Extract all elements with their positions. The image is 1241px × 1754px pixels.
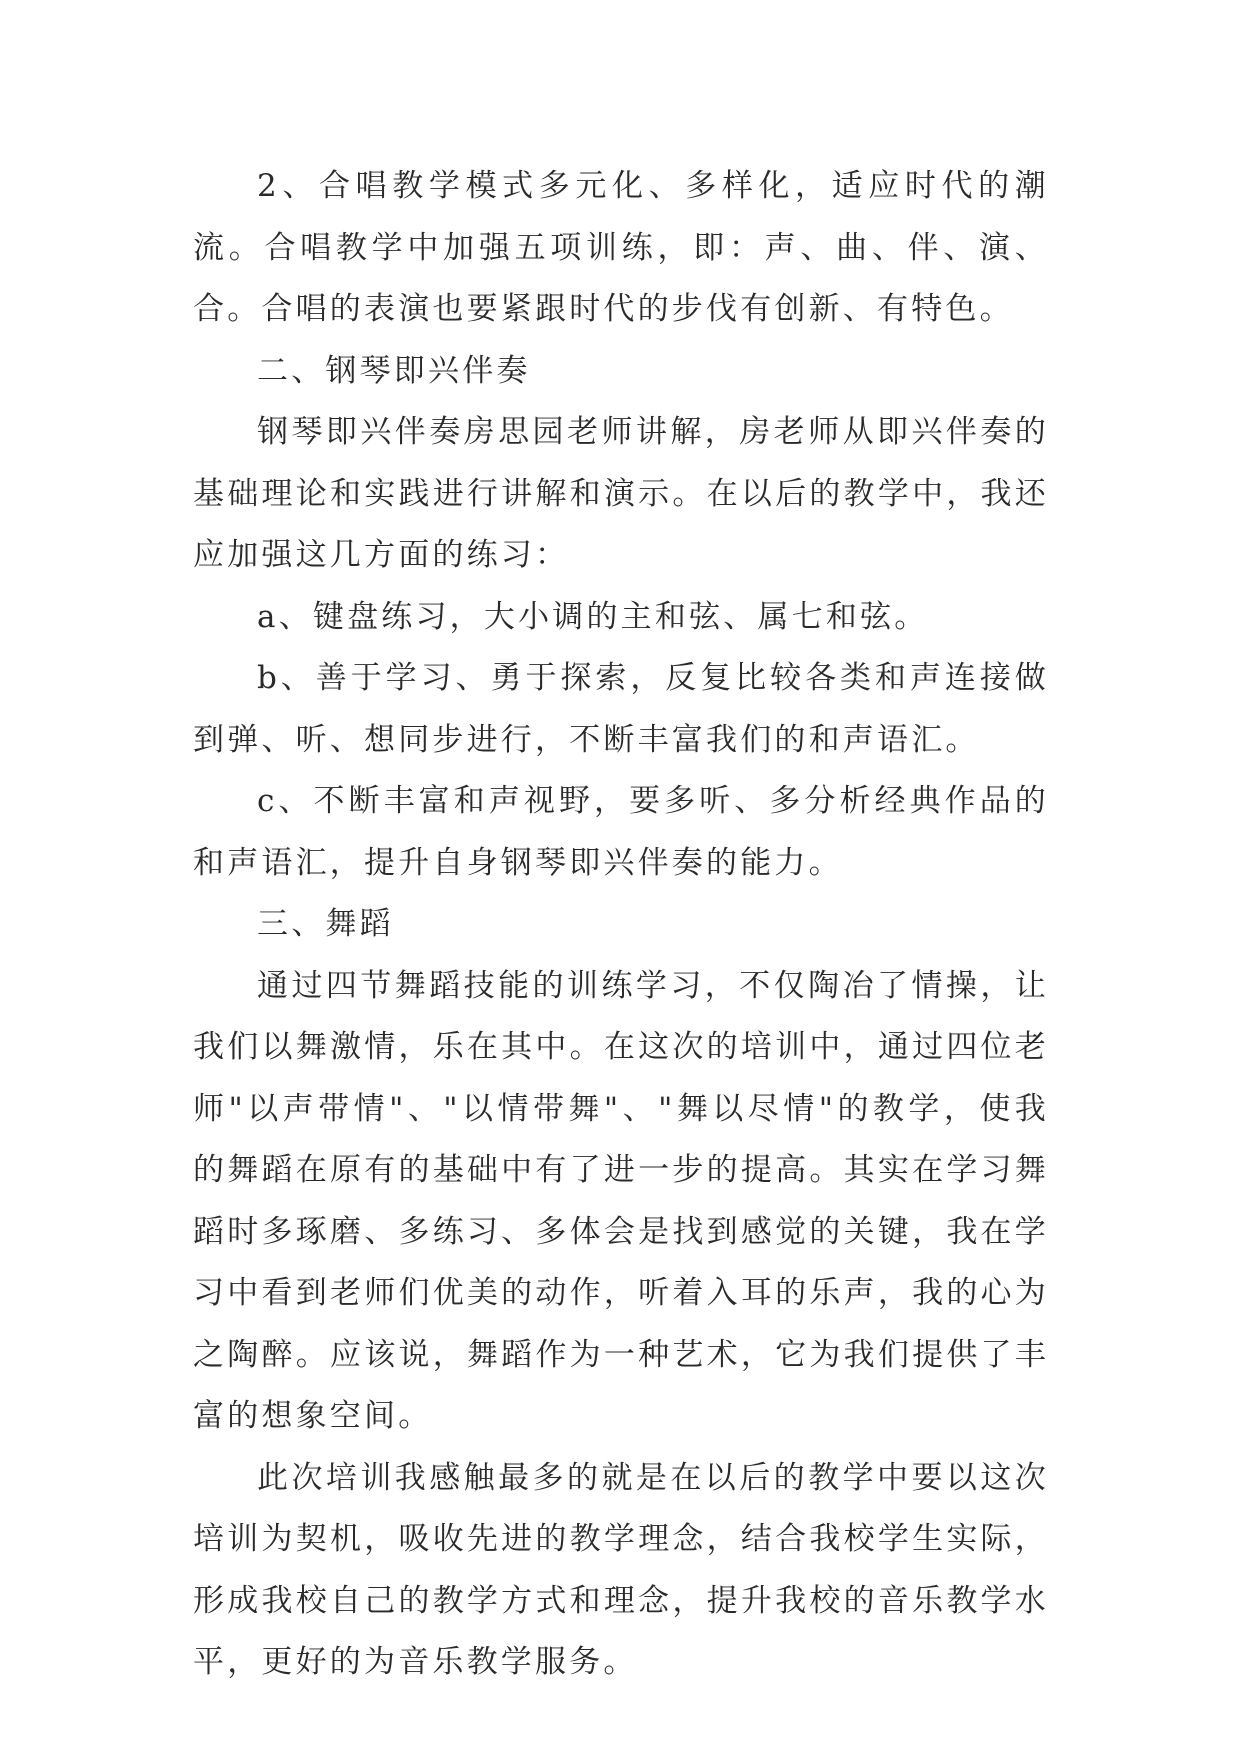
paragraph-choir-teaching: 2、合唱教学模式多元化、多样化，适应时代的潮流。合唱教学中加强五项训练，即：声、曲、伴、演、合。合唱的表演也要紧跟时代的步伐有创新、有特色。: [193, 168, 1049, 327]
paragraph-piano-lecture: 钢琴即兴伴奏房思园老师讲解，房老师从即兴伴奏的基础理论和实践进行讲解和演示。在以后的教学中，我还应加强这几方面的练习：: [193, 414, 1049, 573]
paragraph-keyboard-practice: a、键盘练习，大小调的主和弦、属七和弦。: [257, 598, 929, 635]
paragraph-harmony-vision: c、不断丰富和声视野，要多听、多分析经典作品的和声语汇，提升自身钢琴即兴伴奏的能力。: [193, 783, 1049, 881]
heading-dance: 三、舞蹈: [257, 906, 394, 942]
paragraph-harmony-study: b、善于学习、勇于探索，反复比较各类和声连接做到弹、听、想同步进行，不断丰富我们的和声语汇。: [193, 660, 1049, 758]
paragraph-conclusion: 此次培训我感触最多的就是在以后的教学中要以这次培训为契机，吸收先进的教学理念，结合我校学生实际，形成我校自己的教学方式和理念，提升我校的音乐教学水平，更好的为音乐教学服务。: [193, 1459, 1049, 1680]
document-page: [193, 156, 1049, 1694]
heading-piano-improvisation: 二、钢琴即兴伴奏: [257, 352, 531, 389]
paragraph-dance-training: 通过四节舞蹈技能的训练学习，不仅陶冶了情操，让我们以舞激情，乐在其中。在这次的培训中，通过四位老师"以声带情"、"以情带舞"、"舞以尽情"的教学，使我的舞蹈在原有的基础中有了进一步的提高。其实在学习舞蹈时多琢磨、多练习、多体会是找到感觉的关键，我在学习中看到老师们优美的动作，听着入耳的乐声，我的心为之陶醉。应该说，舞蹈作为一种艺术，它为我们提供了丰富的想象空间。: [193, 967, 1049, 1434]
